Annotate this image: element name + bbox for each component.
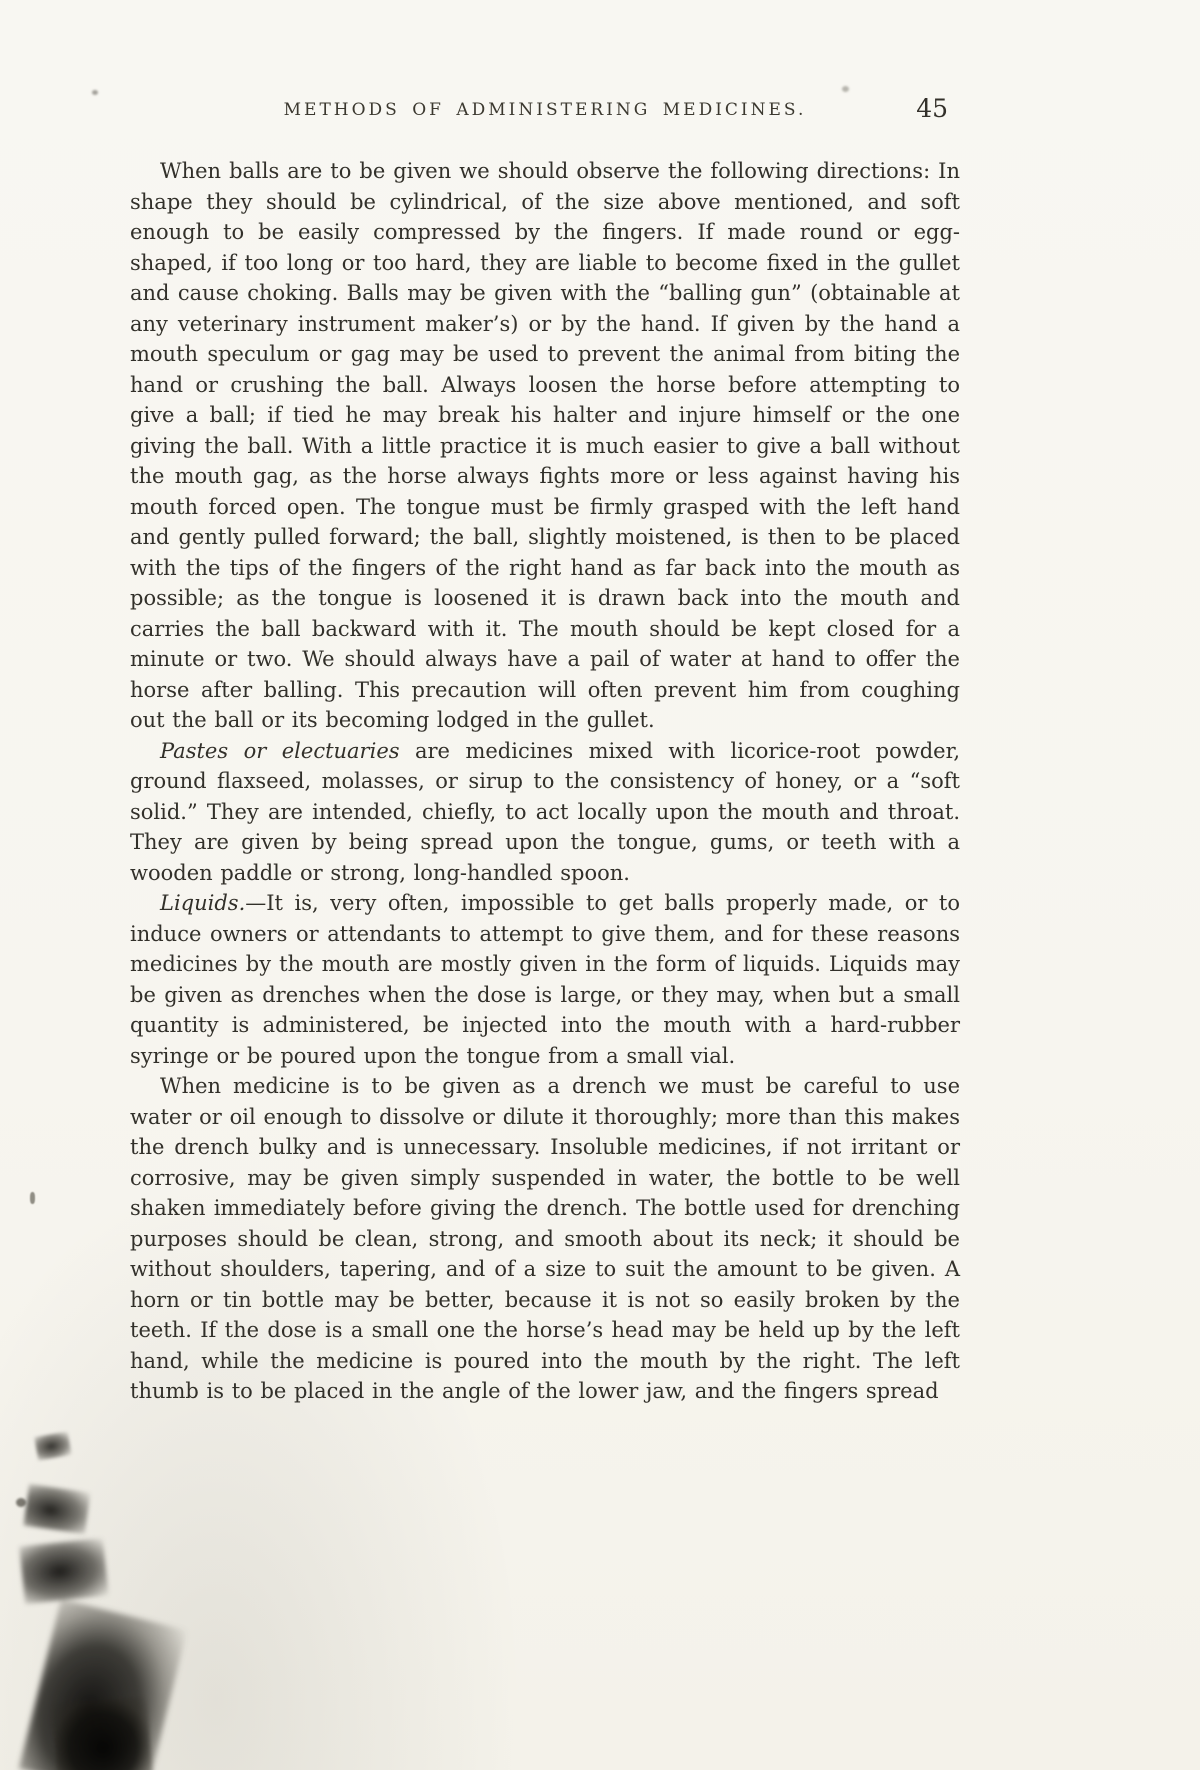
ink-smudge (19, 1599, 187, 1770)
running-head: METHODS OF ADMINISTERING MEDICINES. (283, 100, 807, 120)
paragraph-pastes-electuaries-lead: Pastes or electuaries (160, 738, 400, 763)
ink-smudge (19, 1538, 109, 1604)
paragraph-liquids (130, 888, 960, 1071)
ink-smudge (52, 1697, 152, 1770)
paragraph-drench (130, 1071, 960, 1407)
paragraph-liquids-text: —It is, very often, impossible to get balls properly made, or to induce owners or attendants to attempt to give them, and for these reasons medicines by the mouth are mostly given in the form of liquids. Liquids may be given as drenches when the dose is large, or they may, when but a small quantity is administered, be injected into the mouth with a hard-rubber syringe or be poured upon the tongue from a small vial. (130, 891, 960, 1068)
page-header (130, 94, 960, 123)
paragraph-balls-directions (130, 156, 960, 736)
ink-smudge (34, 1431, 72, 1461)
scan-speck (842, 86, 849, 92)
paragraph-balls-directions-text: When balls are to be given we should observe the following directions: In shape they should be cylindrical, of the size above mentioned, and soft enough to be easily compressed by the fingers. If made round or egg-shaped, if too long or too hard, they are liable to become fixed in the gullet and cause choking. Balls may be given with the “balling gun” (obtainable at any veterinary instrument maker’s) or by the hand. If given by the hand a mouth speculum or gag may be used to prevent the animal from biting the hand or crushing the ball. Always loosen the horse before attempting to give a ball; if tied he may break his halter and injure himself or the one giving the ball. With a little practice it is much easier to give a ball without the mouth gag, as the horse always fights more or less against having his mouth forced open. The tongue must be firmly grasped with the left hand and gently pulled forward; the ball, slightly moistened, is then to be placed with the tips of the fingers of the right hand as far back into the mouth as possible; as the tongue is loosened it is drawn back into the mouth and carries the ball backward with it. The mouth should be kept closed for a minute or two. We should always have a pail of water at hand to offer the horse after balling. This precaution will often prevent him from coughing out the ball or its becoming lodged in the gullet. (130, 159, 960, 732)
paragraph-pastes-electuaries-text: are medicines mixed with licorice-root powder, ground flaxseed, molasses, or sirup to the consistency of honey, or a “soft solid.” They are intended, chiefly, to act locally upon the mouth and throat. They are given by being spread upon the tongue, gums, or teeth with a wooden paddle or strong, long-handled spoon. (130, 738, 960, 885)
page-number: 45 (916, 94, 948, 123)
paragraph-drench-text: When medicine is to be given as a drench we must be careful to use water or oil enough to dissolve or dilute it thoroughly; more than this makes the drench bulky and is unnecessary. Insoluble medicines, if not irritant or corrosive, may be given simply suspended in water, the bottle to be well shaken immediately before giving the drench. The bottle used for drenching purposes should be clean, strong, and smooth about its neck; it should be without shoulders, tapering, and of a size to suit the amount to be given. A horn or tin bottle may be better, because it is not so easily broken by the teeth. If the dose is a small one the horse’s head may be held up by the left hand, while the medicine is poured into the mouth by the right. The left thumb is to be placed in the angle of the lower jaw, and the fingers spread (130, 1074, 960, 1403)
scan-speck (92, 90, 98, 95)
scan-speck (16, 1498, 26, 1507)
paragraph-liquids-lead: Liquids. (160, 891, 246, 915)
ink-smudge (23, 1484, 90, 1534)
scan-speck (30, 1192, 35, 1204)
paragraph-pastes-electuaries (130, 736, 960, 889)
page-text (130, 156, 960, 1407)
